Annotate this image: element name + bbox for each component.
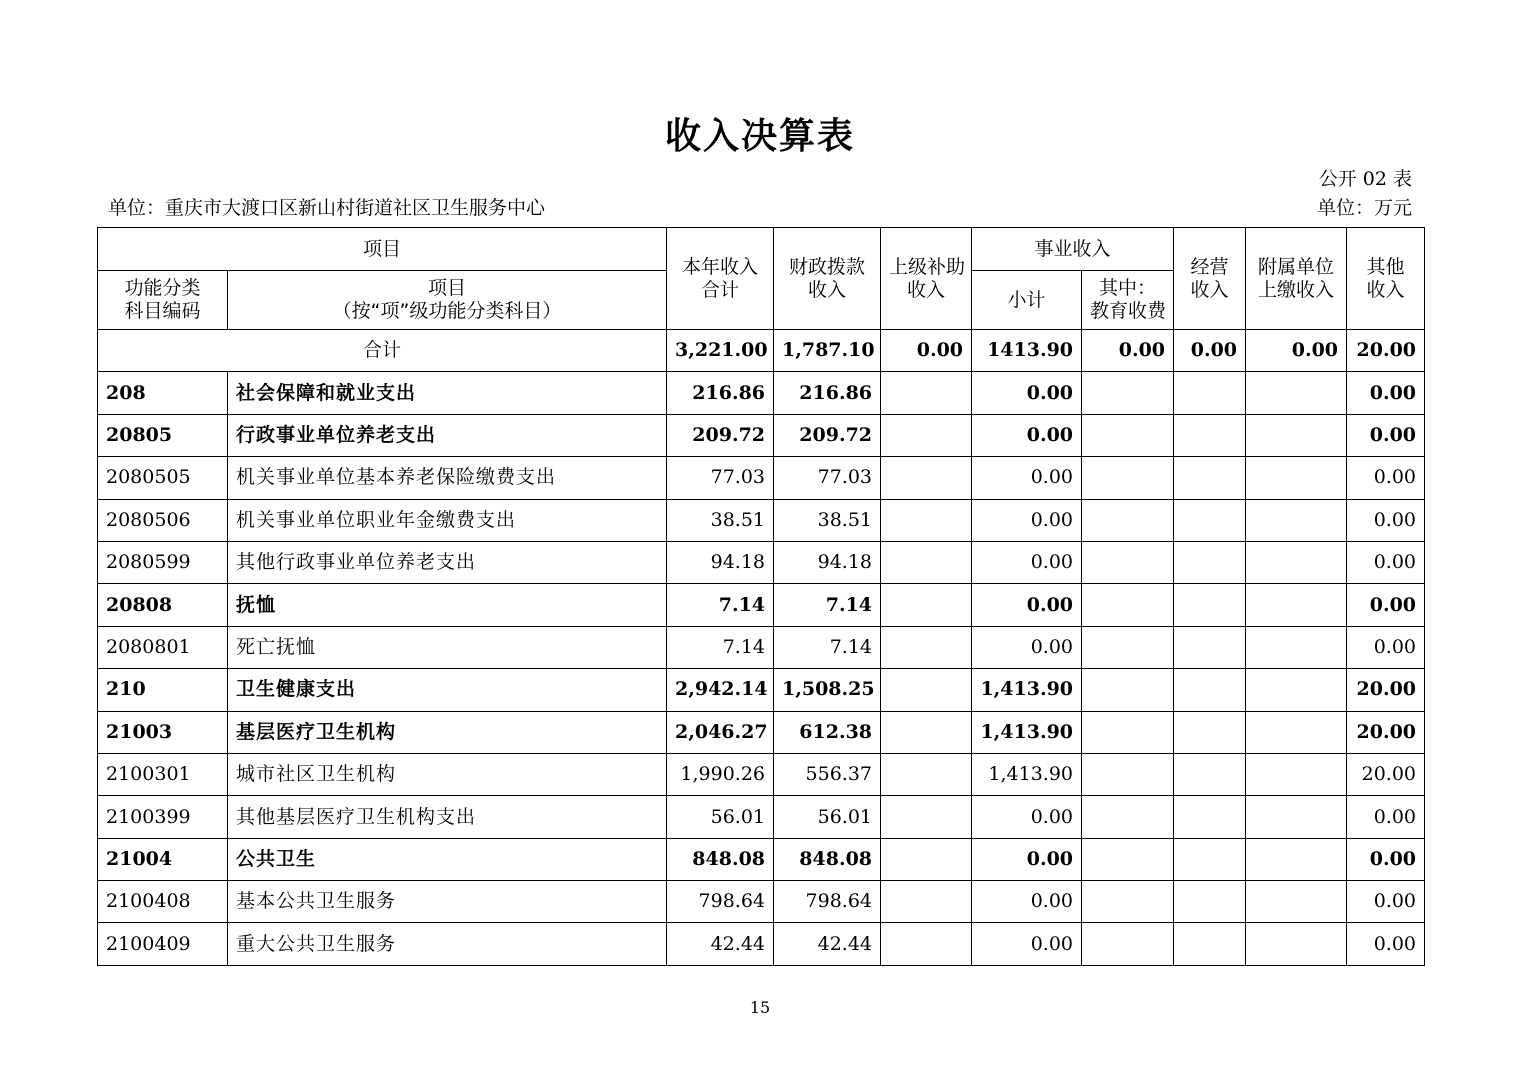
cell-other: 0.00 — [1347, 372, 1425, 414]
table-row — [98, 541, 1425, 583]
cell-total: 1,990.26 — [667, 753, 774, 795]
cell-other: 20.00 — [1347, 669, 1425, 711]
total-cell-total: 3,221.00 — [667, 330, 774, 372]
cell-superior — [881, 796, 972, 838]
total-cell-affiliated: 0.00 — [1246, 330, 1347, 372]
cell-other: 0.00 — [1347, 499, 1425, 541]
cell-superior — [881, 838, 972, 880]
cell-affiliated — [1246, 711, 1347, 753]
cell-superior — [881, 626, 972, 668]
cell-name: 城市社区卫生机构 — [228, 753, 667, 795]
cell-superior — [881, 457, 972, 499]
cell-superior — [881, 372, 972, 414]
cell-fiscal: 216.86 — [774, 372, 881, 414]
cell-affiliated — [1246, 457, 1347, 499]
cell-fiscal: 848.08 — [774, 838, 881, 880]
cell-edu — [1082, 541, 1174, 583]
cell-code: 2080599 — [98, 541, 228, 583]
cell-code: 2100409 — [98, 923, 228, 965]
cell-fiscal: 798.64 — [774, 881, 881, 923]
cell-name: 机关事业单位基本养老保险缴费支出 — [228, 457, 667, 499]
cell-subtotal: 0.00 — [972, 372, 1082, 414]
cell-affiliated — [1246, 414, 1347, 456]
cell-subtotal: 0.00 — [972, 541, 1082, 583]
cell-total: 798.64 — [667, 881, 774, 923]
table-row — [98, 372, 1425, 414]
table-row — [98, 457, 1425, 499]
table-row — [98, 584, 1425, 626]
cell-code: 20805 — [98, 414, 228, 456]
cell-operating — [1174, 541, 1246, 583]
cell-fiscal: 77.03 — [774, 457, 881, 499]
cell-edu — [1082, 838, 1174, 880]
cell-name: 重大公共卫生服务 — [228, 923, 667, 965]
table-row — [98, 414, 1425, 456]
total-cell-edu: 0.00 — [1082, 330, 1174, 372]
cell-code: 21003 — [98, 711, 228, 753]
data-rows — [98, 372, 1425, 965]
cell-superior — [881, 541, 972, 583]
cell-total: 77.03 — [667, 457, 774, 499]
header-superior: 上级补助 收入 — [881, 228, 972, 330]
cell-name: 死亡抚恤 — [228, 626, 667, 668]
cell-subtotal: 1,413.90 — [972, 669, 1082, 711]
cell-operating — [1174, 753, 1246, 795]
cell-name: 抚恤 — [228, 584, 667, 626]
table-row — [98, 753, 1425, 795]
cell-operating — [1174, 372, 1246, 414]
cell-fiscal: 7.14 — [774, 584, 881, 626]
header-other: 其他 收入 — [1347, 228, 1425, 330]
cell-name: 其他行政事业单位养老支出 — [228, 541, 667, 583]
total-label: 合计 — [98, 330, 667, 372]
cell-operating — [1174, 584, 1246, 626]
cell-fiscal: 1,508.25 — [774, 669, 881, 711]
cell-affiliated — [1246, 796, 1347, 838]
header-total: 本年收入 合计 — [667, 228, 774, 330]
cell-subtotal: 0.00 — [972, 457, 1082, 499]
total-cell-other: 20.00 — [1347, 330, 1425, 372]
cell-edu — [1082, 923, 1174, 965]
cell-other: 0.00 — [1347, 541, 1425, 583]
cell-affiliated — [1246, 541, 1347, 583]
cell-operating — [1174, 669, 1246, 711]
cell-code: 2080801 — [98, 626, 228, 668]
cell-subtotal: 0.00 — [972, 499, 1082, 541]
header-row-1 — [98, 228, 1425, 271]
cell-other: 0.00 — [1347, 414, 1425, 456]
cell-operating — [1174, 499, 1246, 541]
cell-subtotal: 0.00 — [972, 881, 1082, 923]
cell-operating — [1174, 414, 1246, 456]
cell-fiscal: 612.38 — [774, 711, 881, 753]
cell-superior — [881, 414, 972, 456]
cell-edu — [1082, 711, 1174, 753]
cell-code: 2100301 — [98, 753, 228, 795]
cell-total: 2,046.27 — [667, 711, 774, 753]
cell-name: 公共卫生 — [228, 838, 667, 880]
total-row — [98, 330, 1425, 372]
cell-fiscal: 94.18 — [774, 541, 881, 583]
cell-other: 0.00 — [1347, 457, 1425, 499]
cell-total: 209.72 — [667, 414, 774, 456]
cell-affiliated — [1246, 881, 1347, 923]
cell-code: 210 — [98, 669, 228, 711]
cell-subtotal: 0.00 — [972, 626, 1082, 668]
cell-operating — [1174, 923, 1246, 965]
cell-other: 0.00 — [1347, 838, 1425, 880]
cell-name: 机关事业单位职业年金缴费支出 — [228, 499, 667, 541]
table-row — [98, 626, 1425, 668]
page-number: 15 — [749, 998, 771, 1017]
cell-affiliated — [1246, 923, 1347, 965]
cell-fiscal: 209.72 — [774, 414, 881, 456]
cell-code: 2080506 — [98, 499, 228, 541]
cell-other: 0.00 — [1347, 584, 1425, 626]
cell-other: 0.00 — [1347, 881, 1425, 923]
cell-fiscal: 56.01 — [774, 796, 881, 838]
cell-total: 42.44 — [667, 923, 774, 965]
cell-total: 216.86 — [667, 372, 774, 414]
cell-edu — [1082, 457, 1174, 499]
cell-affiliated — [1246, 626, 1347, 668]
cell-operating — [1174, 838, 1246, 880]
cell-name: 基本公共卫生服务 — [228, 881, 667, 923]
cell-subtotal: 1,413.90 — [972, 711, 1082, 753]
cell-superior — [881, 499, 972, 541]
cell-code: 2100408 — [98, 881, 228, 923]
cell-name: 行政事业单位养老支出 — [228, 414, 667, 456]
table-row — [98, 881, 1425, 923]
cell-code: 21004 — [98, 838, 228, 880]
cell-edu — [1082, 584, 1174, 626]
cell-subtotal: 0.00 — [972, 584, 1082, 626]
cell-subtotal: 0.00 — [972, 414, 1082, 456]
cell-superior — [881, 923, 972, 965]
cell-code: 2080505 — [98, 457, 228, 499]
cell-subtotal: 0.00 — [972, 923, 1082, 965]
cell-edu — [1082, 499, 1174, 541]
cell-fiscal: 7.14 — [774, 626, 881, 668]
cell-affiliated — [1246, 838, 1347, 880]
header-edu-fee: 其中： 教育收费 — [1082, 271, 1174, 330]
currency-unit: 单位：万元 — [1316, 197, 1412, 219]
cell-edu — [1082, 796, 1174, 838]
total-cell-operating: 0.00 — [1174, 330, 1246, 372]
cell-total: 2,942.14 — [667, 669, 774, 711]
cell-total: 7.14 — [667, 584, 774, 626]
cell-affiliated — [1246, 669, 1347, 711]
cell-total: 38.51 — [667, 499, 774, 541]
table-row — [98, 669, 1425, 711]
header-business: 事业收入 — [972, 228, 1174, 271]
page-title: 收入决算表 — [664, 116, 855, 157]
cell-code: 20808 — [98, 584, 228, 626]
header-subtotal: 小计 — [972, 271, 1082, 330]
header-item: 项目 — [98, 228, 667, 271]
cell-other: 20.00 — [1347, 711, 1425, 753]
cell-superior — [881, 881, 972, 923]
cell-superior — [881, 669, 972, 711]
table-row — [98, 796, 1425, 838]
cell-other: 0.00 — [1347, 796, 1425, 838]
cell-name: 其他基层医疗卫生机构支出 — [228, 796, 667, 838]
cell-edu — [1082, 881, 1174, 923]
cell-edu — [1082, 669, 1174, 711]
cell-edu — [1082, 753, 1174, 795]
cell-affiliated — [1246, 372, 1347, 414]
cell-name: 基层医疗卫生机构 — [228, 711, 667, 753]
cell-superior — [881, 584, 972, 626]
income-table — [97, 227, 1425, 966]
cell-operating — [1174, 796, 1246, 838]
cell-subtotal: 0.00 — [972, 838, 1082, 880]
cell-edu — [1082, 626, 1174, 668]
reporting-unit: 单位：重庆市大渡口区新山村街道社区卫生服务中心 — [108, 197, 546, 219]
total-cell-superior: 0.00 — [881, 330, 972, 372]
cell-subtotal: 1,413.90 — [972, 753, 1082, 795]
cell-code: 2100399 — [98, 796, 228, 838]
cell-fiscal: 38.51 — [774, 499, 881, 541]
cell-total: 94.18 — [667, 541, 774, 583]
cell-code: 208 — [98, 372, 228, 414]
cell-total: 56.01 — [667, 796, 774, 838]
table-row — [98, 838, 1425, 880]
cell-subtotal: 0.00 — [972, 796, 1082, 838]
cell-fiscal: 42.44 — [774, 923, 881, 965]
cell-other: 20.00 — [1347, 753, 1425, 795]
cell-edu — [1082, 372, 1174, 414]
cell-affiliated — [1246, 584, 1347, 626]
table-row — [98, 711, 1425, 753]
cell-operating — [1174, 457, 1246, 499]
form-number: 公开 02 表 — [1318, 168, 1412, 190]
cell-operating — [1174, 881, 1246, 923]
cell-superior — [881, 753, 972, 795]
header-fiscal: 财政拨款 收入 — [774, 228, 881, 330]
cell-total: 7.14 — [667, 626, 774, 668]
total-cell-fiscal: 1,787.10 — [774, 330, 881, 372]
header-operating: 经营 收入 — [1174, 228, 1246, 330]
cell-superior — [881, 711, 972, 753]
total-cell-subtotal: 1413.90 — [972, 330, 1082, 372]
cell-affiliated — [1246, 499, 1347, 541]
cell-total: 848.08 — [667, 838, 774, 880]
cell-operating — [1174, 626, 1246, 668]
cell-edu — [1082, 414, 1174, 456]
cell-affiliated — [1246, 753, 1347, 795]
header-affiliated: 附属单位 上缴收入 — [1246, 228, 1347, 330]
cell-other: 0.00 — [1347, 923, 1425, 965]
header-item-name: 项目 （按“项”级功能分类科目） — [228, 271, 667, 330]
cell-operating — [1174, 711, 1246, 753]
table-row — [98, 499, 1425, 541]
cell-name: 卫生健康支出 — [228, 669, 667, 711]
cell-name: 社会保障和就业支出 — [228, 372, 667, 414]
cell-other: 0.00 — [1347, 626, 1425, 668]
table-row — [98, 923, 1425, 965]
header-func-code: 功能分类 科目编码 — [98, 271, 228, 330]
cell-fiscal: 556.37 — [774, 753, 881, 795]
